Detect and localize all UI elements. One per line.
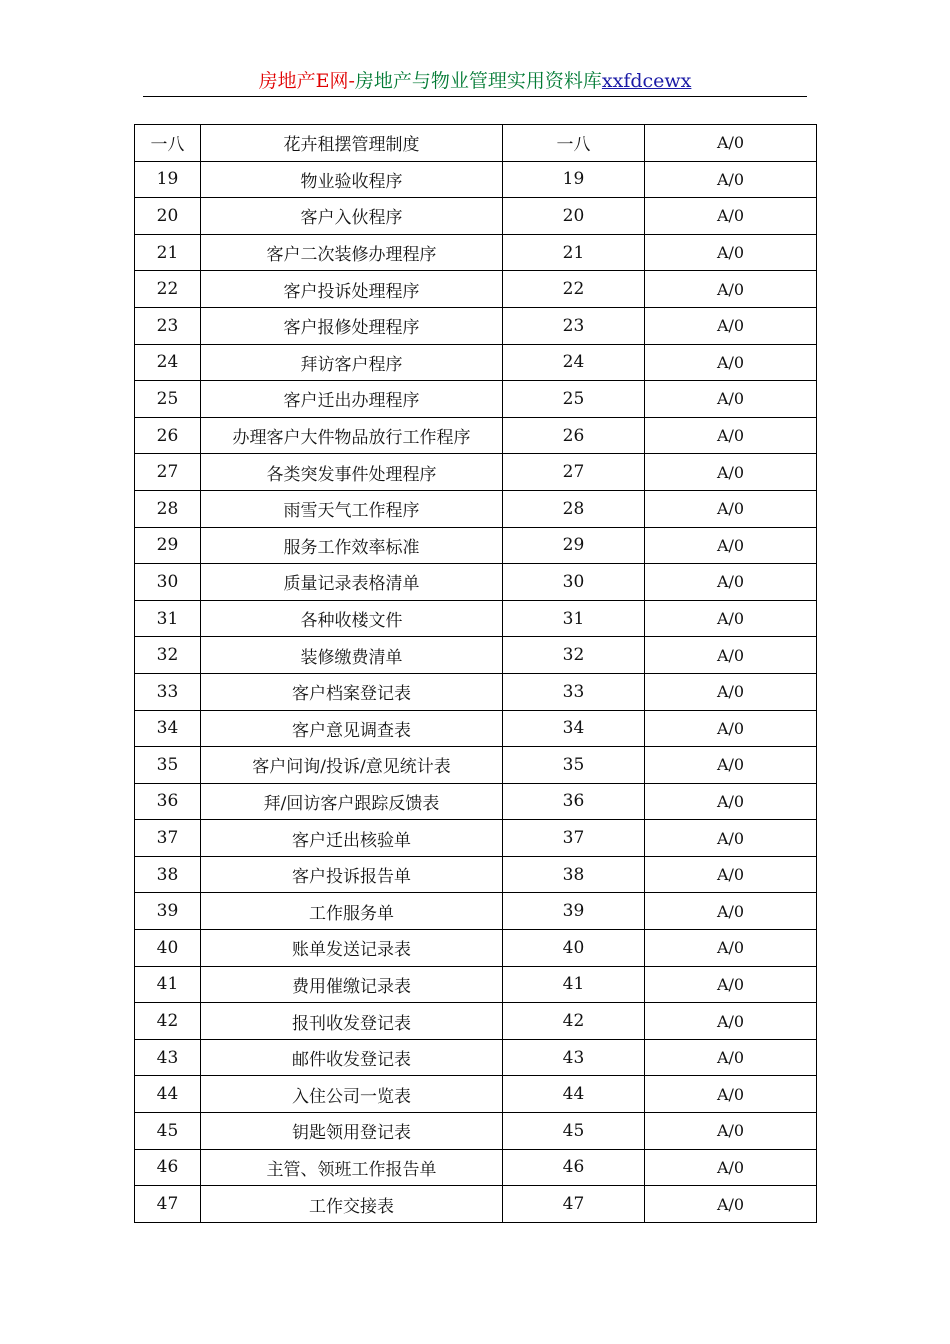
document-name: 拜/回访客户跟踪反馈表 [201,783,503,820]
version-code: A/0 [645,564,817,601]
version-code: A/0 [645,234,817,271]
document-name: 客户档案登记表 [201,673,503,710]
version-code: A/0 [645,856,817,893]
table-row [135,271,817,308]
document-name: 客户问询/投诉/意见统计表 [201,747,503,784]
page-number: 27 [503,454,645,491]
header-site-name: 房地产E网- [258,70,355,92]
table-row [135,783,817,820]
document-name: 装修缴费清单 [201,637,503,674]
version-code: A/0 [645,1149,817,1186]
header-link[interactable]: xxfdcewx [601,70,692,92]
table-row [135,600,817,637]
version-code: A/0 [645,198,817,235]
version-code: A/0 [645,125,817,162]
row-number: 27 [135,454,201,491]
page-number: 23 [503,307,645,344]
page-number: 34 [503,710,645,747]
version-code: A/0 [645,600,817,637]
page-number: 35 [503,747,645,784]
version-code: A/0 [645,454,817,491]
version-code: A/0 [645,637,817,674]
row-number: 46 [135,1149,201,1186]
version-code: A/0 [645,307,817,344]
document-name: 邮件收发登记表 [201,1039,503,1076]
page-number: 39 [503,893,645,930]
page-number: 22 [503,271,645,308]
page-number: 45 [503,1113,645,1150]
table-row [135,490,817,527]
version-code: A/0 [645,893,817,930]
page-number: 24 [503,344,645,381]
version-code: A/0 [645,381,817,418]
version-code: A/0 [645,820,817,857]
document-name: 质量记录表格清单 [201,564,503,601]
version-code: A/0 [645,417,817,454]
row-number: 41 [135,966,201,1003]
row-number: 37 [135,820,201,857]
document-name: 工作服务单 [201,893,503,930]
version-code: A/0 [645,1039,817,1076]
table-row [135,930,817,967]
document-name: 客户迁出办理程序 [201,381,503,418]
version-code: A/0 [645,344,817,381]
table-row [135,527,817,564]
row-number: 47 [135,1186,201,1223]
row-number: 42 [135,1003,201,1040]
version-code: A/0 [645,747,817,784]
page-number: 25 [503,381,645,418]
table-row [135,747,817,784]
row-number: 40 [135,930,201,967]
row-number: 36 [135,783,201,820]
document-name: 客户二次装修办理程序 [201,234,503,271]
table-row [135,198,817,235]
table-row [135,820,817,857]
row-number: 39 [135,893,201,930]
row-number: 21 [135,234,201,271]
row-number: 20 [135,198,201,235]
row-number: 29 [135,527,201,564]
page-number: 44 [503,1076,645,1113]
document-name: 入住公司一览表 [201,1076,503,1113]
table-row [135,673,817,710]
row-number: 34 [135,710,201,747]
table-row [135,1003,817,1040]
header-site-tagline: 房地产与物业管理实用资料库 [354,70,602,92]
version-code: A/0 [645,527,817,564]
document-name: 钥匙领用登记表 [201,1113,503,1150]
version-code: A/0 [645,1113,817,1150]
page-number: 26 [503,417,645,454]
row-number: 22 [135,271,201,308]
page-number: 46 [503,1149,645,1186]
document-name: 工作交接表 [201,1186,503,1223]
document-name: 客户迁出核验单 [201,820,503,857]
page-number: 47 [503,1186,645,1223]
version-code: A/0 [645,271,817,308]
table-row [135,1076,817,1113]
document-name: 客户意见调查表 [201,710,503,747]
row-number: 25 [135,381,201,418]
table-row [135,1186,817,1223]
row-number: 26 [135,417,201,454]
version-code: A/0 [645,783,817,820]
document-name: 各类突发事件处理程序 [201,454,503,491]
page-number: 29 [503,527,645,564]
document-name: 报刊收发登记表 [201,1003,503,1040]
page-number: 37 [503,820,645,857]
document-name: 雨雪天气工作程序 [201,490,503,527]
table-row [135,381,817,418]
version-code: A/0 [645,490,817,527]
document-index-table [134,124,817,1223]
page-number: 21 [503,234,645,271]
version-code: A/0 [645,710,817,747]
version-code: A/0 [645,1076,817,1113]
row-number: 43 [135,1039,201,1076]
document-name: 客户入伙程序 [201,198,503,235]
table-row [135,966,817,1003]
row-number: 24 [135,344,201,381]
row-number: 33 [135,673,201,710]
table-row [135,344,817,381]
document-name: 主管、领班工作报告单 [201,1149,503,1186]
table-row [135,856,817,893]
table-row [135,893,817,930]
row-number: 30 [135,564,201,601]
document-name: 拜访客户程序 [201,344,503,381]
page-number: 41 [503,966,645,1003]
version-code: A/0 [645,966,817,1003]
page-number: 42 [503,1003,645,1040]
document-name: 服务工作效率标准 [201,527,503,564]
page-number: 30 [503,564,645,601]
version-code: A/0 [645,930,817,967]
document-name: 费用催缴记录表 [201,966,503,1003]
table-row [135,417,817,454]
page-number: 36 [503,783,645,820]
table-row [135,1113,817,1150]
version-code: A/0 [645,1003,817,1040]
page-number: 43 [503,1039,645,1076]
page-number: 28 [503,490,645,527]
document-name: 客户投诉处理程序 [201,271,503,308]
page-number: 32 [503,637,645,674]
document-name: 各种收楼文件 [201,600,503,637]
page-number: 33 [503,673,645,710]
document-name: 花卉租摆管理制度 [201,125,503,162]
table-row [135,234,817,271]
page-number: 20 [503,198,645,235]
row-number: 28 [135,490,201,527]
document-name: 客户投诉报告单 [201,856,503,893]
table-row [135,1039,817,1076]
row-number: 32 [135,637,201,674]
row-number: 19 [135,161,201,198]
document-name: 客户报修处理程序 [201,307,503,344]
document-name: 办理客户大件物品放行工作程序 [201,417,503,454]
table-row [135,161,817,198]
table-body [135,125,817,1223]
row-number: 35 [135,747,201,784]
page-header [143,66,807,97]
table-row [135,125,817,162]
row-number: 一八 [135,125,201,162]
table-row [135,307,817,344]
page-number: 38 [503,856,645,893]
page-number: 31 [503,600,645,637]
page-number: 40 [503,930,645,967]
document-name: 账单发送记录表 [201,930,503,967]
table-row [135,454,817,491]
version-code: A/0 [645,673,817,710]
row-number: 31 [135,600,201,637]
table-row [135,564,817,601]
table-row [135,637,817,674]
row-number: 23 [135,307,201,344]
page-number: 一八 [503,125,645,162]
page-number: 19 [503,161,645,198]
document-name: 物业验收程序 [201,161,503,198]
version-code: A/0 [645,1186,817,1223]
row-number: 38 [135,856,201,893]
table-row [135,1149,817,1186]
table-row [135,710,817,747]
row-number: 44 [135,1076,201,1113]
version-code: A/0 [645,161,817,198]
row-number: 45 [135,1113,201,1150]
